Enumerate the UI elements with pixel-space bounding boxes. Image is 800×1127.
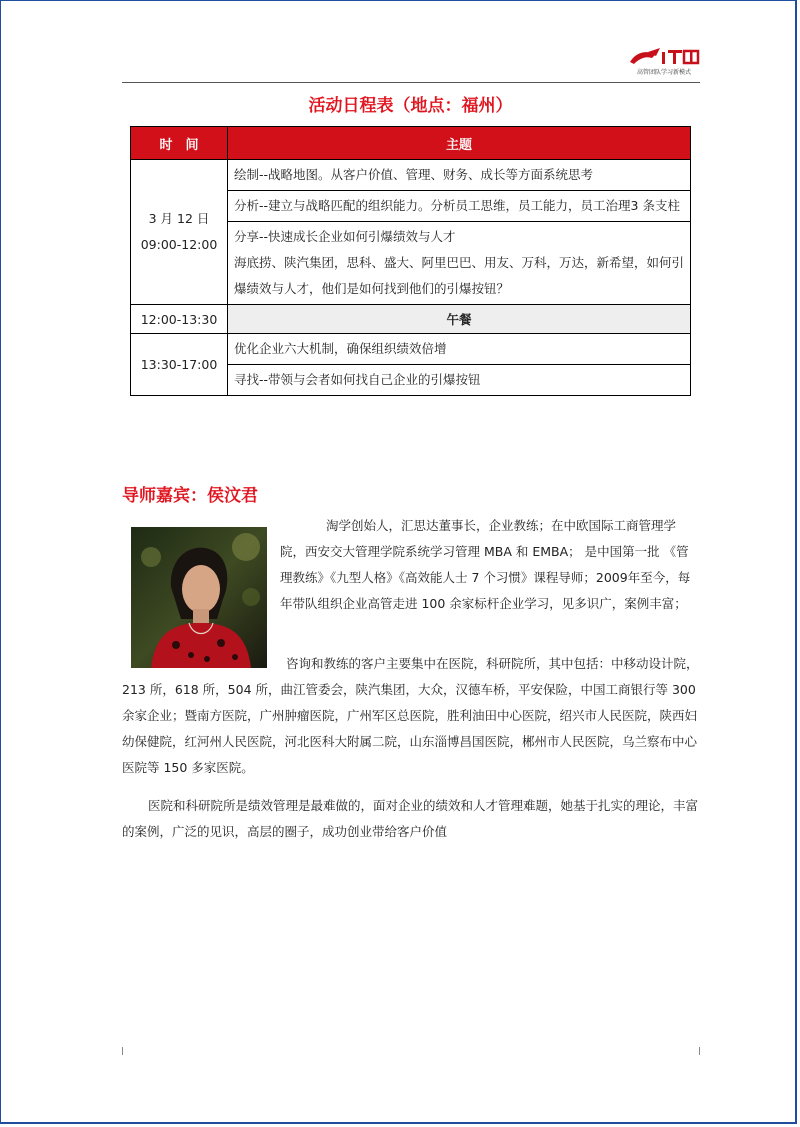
session1-date: 3 月 12 日 — [148, 211, 210, 226]
lunch-time: 12:00-13:30 — [131, 305, 228, 334]
mentor-bio-summary: 医院和科研院所是绩效管理是最难做的，面对企业的绩效和人才管理难题，她基于扎实的理论，丰富的案例，广泛的见识，高层的圈子，成功创业带给客户价值 — [122, 798, 699, 839]
schedule-table — [130, 126, 691, 396]
session1-topic-4: 海底捞、陕汽集团，思科、盛大、阿里巴巴、用友、万科，万达，新希望，如何引爆绩效与人才，他们是如何找到他们的引爆按钮？ — [234, 255, 685, 296]
session1-time: 09:00-12:00 — [140, 237, 218, 252]
table-row — [131, 160, 691, 191]
table-header-row — [131, 127, 691, 160]
mentor-bio-clients: 咨询和教练的客户主要集中在医院，科研院所，其中包括：中移动设计院，213 所，618 所，504 所，曲江管委会，陕汽集团，大众，汉德车桥，平安保险，中国工商银行等 300 余家企业；暨南方医院，广州肿瘤医院，广州军区总医院，胜利油田中心医院，绍兴市人民医院，陕西妇幼保健院，红河州人民医院，河北医科大附属二院，山东淄博昌国医院，郴州市人民医院，乌兰察布中心医院等 150 多家医院。 — [122, 656, 699, 775]
header-time: 时 间 — [131, 127, 228, 160]
brand-logo — [626, 46, 702, 80]
header-divider — [122, 82, 700, 83]
footer-corner-mark-right — [699, 1047, 700, 1055]
session1-topic-1: 绘制--战略地图。从客户价值、管理、财务、成长等方面系统思考 — [228, 160, 691, 191]
session1-topic-3-cell — [228, 222, 691, 305]
mentor-photo — [131, 527, 267, 668]
footer-corner-mark-left — [122, 1047, 123, 1055]
table-row — [131, 305, 691, 334]
brand-tagline: 高管团队学习新模式 — [636, 69, 691, 76]
mentor-bio-intro: 淘学创始人，汇思达董事长，企业教练；在中欧国际工商管理学院，西安交大管理学院系统学习管理 MBA 和 EMBA； 是中国第一批 《管理教练》《九型人格》《高效能人士 7 个习惯》课程导师；2009年至今，每年带队组织企业高管走进 100 余家标杆企业学习，见多识广，案例丰富； — [280, 518, 691, 611]
session2-topic-2: 寻找--带领与会者如何找自己企业的引爆按钮 — [228, 365, 691, 396]
session1-topic-3: 分享--快速成长企业如何引爆绩效与人才 — [234, 229, 456, 244]
lunch-label: 午餐 — [228, 305, 691, 334]
session2-time: 13:30-17:00 — [131, 334, 228, 396]
schedule-title: 活动日程表（地点：福州） — [308, 96, 513, 116]
session1-topic-2: 分析--建立与战略匹配的组织能力。分析员工思维，员工能力，员工治理3 条支柱 — [228, 191, 691, 222]
mentor-title: 导师嘉宾：侯汶君 — [122, 486, 258, 506]
session2-topic-1: 优化企业六大机制，确保组织绩效倍增 — [228, 334, 691, 365]
session1-time-cell — [131, 160, 228, 305]
header-topic: 主题 — [228, 127, 691, 160]
brand-logo-mark — [626, 46, 702, 68]
table-row — [131, 334, 691, 365]
